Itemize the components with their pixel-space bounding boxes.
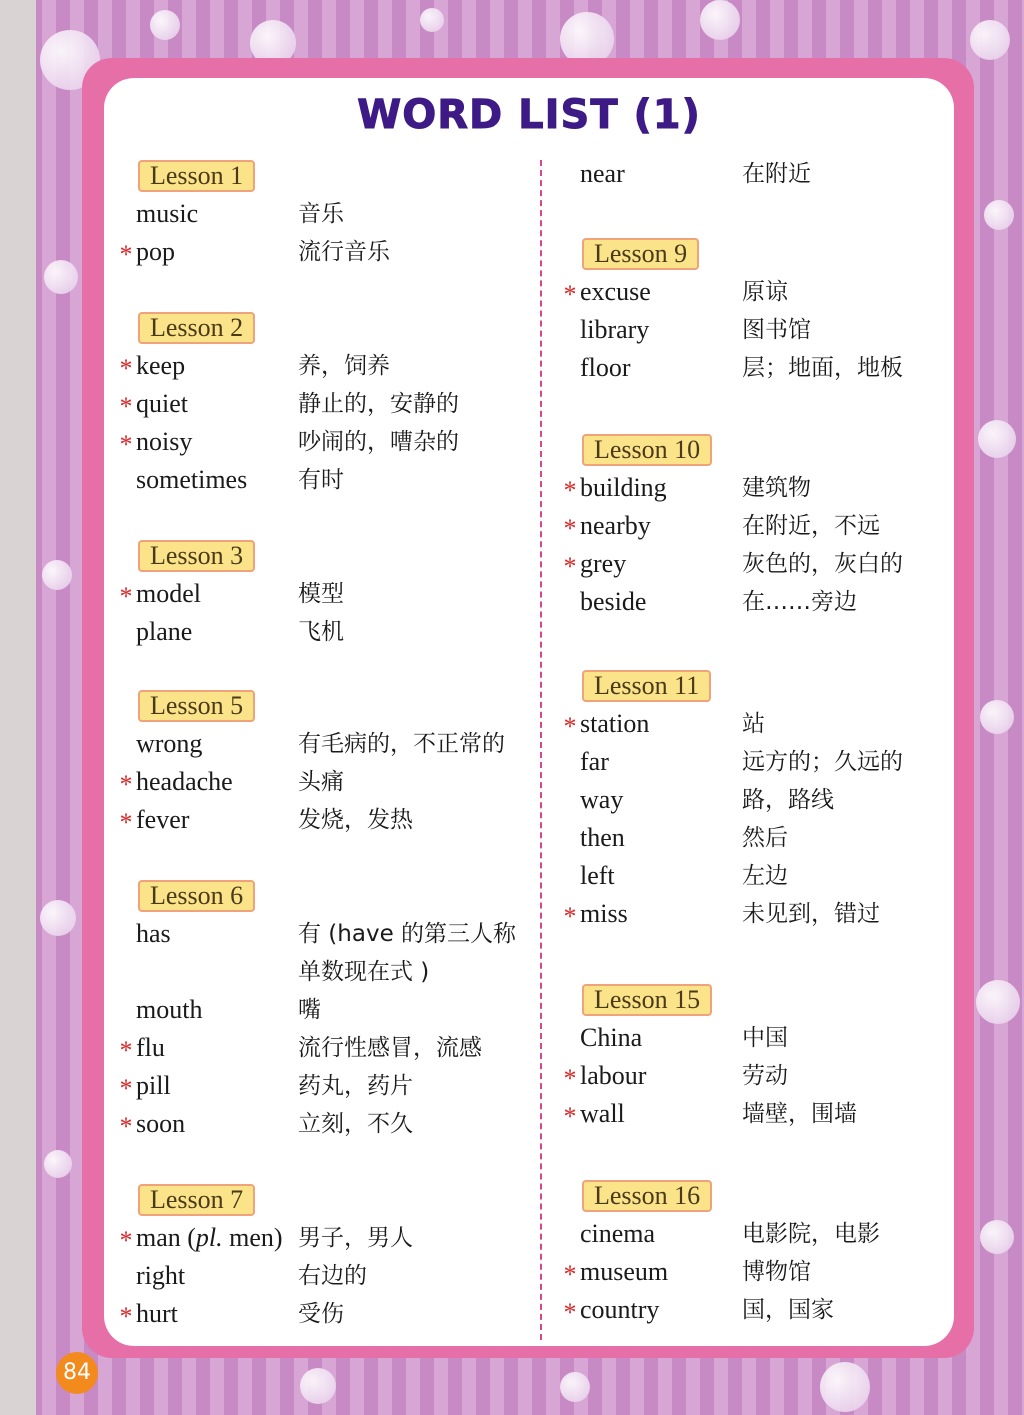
vocab-word: soon: [136, 1109, 186, 1138]
star-marker: *: [563, 552, 577, 581]
vocab-meaning: 头痛: [298, 769, 344, 795]
vocab-word: plane: [136, 617, 193, 646]
vocab-word: keep: [136, 351, 186, 380]
vocab-meaning: 图书馆: [742, 317, 811, 343]
star-marker: *: [119, 770, 133, 799]
star-marker: *: [563, 1102, 577, 1131]
vocab-meaning: 流行音乐: [298, 239, 390, 265]
vocab-word: way: [580, 785, 624, 814]
vocab-meaning: 有毛病的，不正常的: [298, 731, 505, 757]
vocab-meaning: 路，路线: [742, 787, 834, 813]
vocab-meaning: 中国: [742, 1025, 788, 1051]
vocab-word: beside: [580, 587, 647, 616]
star-marker: *: [563, 1064, 577, 1093]
vocab-meaning: 有时: [298, 467, 344, 493]
vocab-word: right: [136, 1261, 186, 1290]
lesson-badge: Lesson 15: [582, 984, 712, 1016]
lesson-badge: Lesson 9: [582, 238, 699, 270]
vocab-word: station: [580, 709, 650, 738]
vocab-meaning: 建筑物: [742, 475, 811, 501]
vocab-meaning: 电影院，电影: [742, 1221, 880, 1247]
vocab-word: pop: [136, 237, 175, 266]
lesson-badge: Lesson 10: [582, 434, 712, 466]
vocab-word: building: [580, 473, 667, 502]
vocab-meaning: 音乐: [298, 201, 344, 227]
vocab-word: mouth: [136, 995, 203, 1024]
vocab-word: has: [136, 919, 171, 948]
vocab-meaning: 层；地面，地板: [742, 355, 903, 381]
vocab-meaning: 发烧，发热: [298, 807, 413, 833]
vocab-word: hurt: [136, 1299, 178, 1328]
star-marker: *: [563, 280, 577, 309]
lesson-badge: Lesson 6: [138, 880, 255, 912]
vocab-meaning: 立刻，不久: [298, 1111, 413, 1137]
vocab-word: wall: [580, 1099, 625, 1128]
vocab-meaning: 在附近，不远: [742, 513, 880, 539]
star-marker: *: [119, 1302, 133, 1331]
lesson-badge: Lesson 5: [138, 690, 255, 722]
vocab-meaning: 吵闹的，嘈杂的: [298, 429, 459, 455]
vocab-word: fever: [136, 805, 190, 834]
vocab-meaning: 流行性感冒，流感: [298, 1035, 482, 1061]
vocab-word: floor: [580, 353, 631, 382]
page-number: 84: [56, 1352, 98, 1394]
vocab-meaning: 右边的: [298, 1263, 367, 1289]
vocab-word: then: [580, 823, 625, 852]
vocab-meaning: 博物馆: [742, 1259, 811, 1285]
lesson-badge: Lesson 1: [138, 160, 255, 192]
vocab-meaning: 国，国家: [742, 1297, 834, 1323]
vocab-word: near: [580, 159, 625, 188]
vocab-meaning: 受伤: [298, 1301, 344, 1327]
star-marker: *: [119, 1036, 133, 1065]
vocab-word: model: [136, 579, 201, 608]
star-marker: *: [119, 430, 133, 459]
vocab-meaning: 然后: [742, 825, 788, 851]
vocab-meaning: 左边: [742, 863, 788, 889]
vocab-word: quiet: [136, 389, 188, 418]
vocab-word: miss: [580, 899, 628, 928]
vocab-word: China: [580, 1023, 643, 1052]
vocab-word: wrong: [136, 729, 203, 758]
star-marker: *: [563, 476, 577, 505]
vocab-meaning: 墙壁，围墙: [742, 1101, 857, 1127]
vocab-meaning: 在……旁边: [742, 589, 857, 615]
star-marker: *: [119, 1226, 133, 1255]
vocab-meaning: 嘴: [298, 997, 321, 1023]
vocab-meaning: 原谅: [742, 279, 788, 305]
lesson-badge: Lesson 7: [138, 1184, 255, 1216]
vocab-word: far: [580, 747, 609, 776]
vocab-word: noisy: [136, 427, 193, 456]
star-marker: *: [563, 902, 577, 931]
star-marker: *: [563, 1298, 577, 1327]
page-title: WORD LIST (1): [357, 92, 701, 138]
vocab-meaning: 有 (have 的第三人称: [298, 921, 517, 947]
vocab-meaning: 养，饲养: [298, 353, 390, 379]
vocab-word: sometimes: [136, 465, 248, 494]
vocab-word: man (pl. men): [136, 1223, 283, 1252]
vocab-word: labour: [580, 1061, 647, 1090]
star-marker: *: [119, 582, 133, 611]
star-marker: *: [563, 1260, 577, 1289]
vocab-word: cinema: [580, 1219, 656, 1248]
star-marker: *: [563, 514, 577, 543]
vocab-meaning: 远方的；久远的: [742, 749, 903, 775]
vocab-word: headache: [136, 767, 233, 796]
vocab-meaning: 模型: [298, 581, 344, 607]
star-marker: *: [119, 240, 133, 269]
vocab-word: museum: [580, 1257, 669, 1286]
plural-abbrev: pl.: [195, 1223, 223, 1252]
vocab-meaning: 男子，男人: [298, 1225, 413, 1251]
vocab-meaning: 单数现在式 ): [298, 959, 430, 985]
vocab-word: music: [136, 199, 199, 228]
vocab-meaning: 站: [742, 711, 765, 737]
star-marker: *: [119, 354, 133, 383]
vocab-word: left: [580, 861, 615, 890]
vocab-word: pill: [136, 1071, 171, 1100]
vocab-meaning: 劳动: [742, 1063, 788, 1089]
star-marker: *: [563, 712, 577, 741]
vocab-meaning: 灰色的，灰白的: [742, 551, 903, 577]
vocab-meaning: 未见到，错过: [742, 901, 880, 927]
vocab-meaning: 静止的，安静的: [298, 391, 459, 417]
lesson-badge: Lesson 3: [138, 540, 255, 572]
star-marker: *: [119, 1112, 133, 1141]
lesson-badge: Lesson 2: [138, 312, 255, 344]
vocab-meaning: 在附近: [742, 161, 811, 187]
star-marker: *: [119, 808, 133, 837]
vocab-meaning: 飞机: [298, 619, 344, 645]
vocab-word: grey: [580, 549, 627, 578]
vocab-word: excuse: [580, 277, 651, 306]
vocab-word: country: [580, 1295, 660, 1324]
lesson-badge: Lesson 11: [582, 670, 711, 702]
vocab-word: nearby: [580, 511, 651, 540]
star-marker: *: [119, 1074, 133, 1103]
vocab-word: library: [580, 315, 650, 344]
lesson-badge: Lesson 16: [582, 1180, 712, 1212]
star-marker: *: [119, 392, 133, 421]
vocab-word: flu: [136, 1033, 165, 1062]
vocab-meaning: 药丸，药片: [298, 1073, 413, 1099]
